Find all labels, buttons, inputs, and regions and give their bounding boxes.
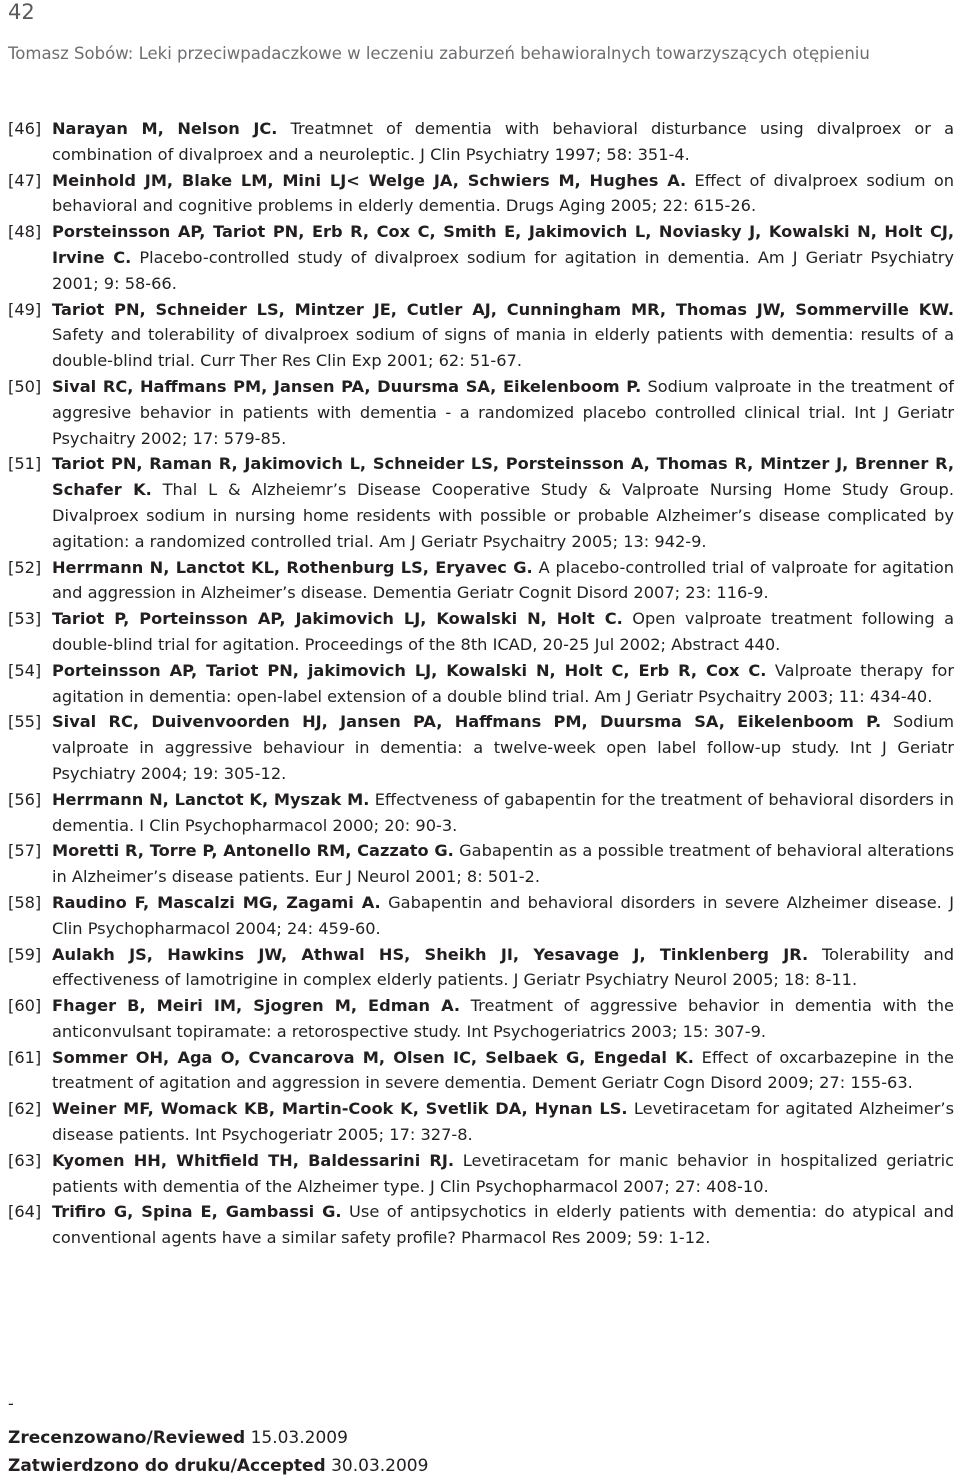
reference-item — [8, 555, 954, 607]
reference-number: [57] — [8, 841, 42, 861]
running-head: Tomasz Sobów: Leki przeciwpadaczkowe w leczeniu zaburzeń behawioralnych towarzyszących otępieniu — [8, 44, 870, 63]
reference-text: Sodium valproate in the treatment of aggresive behavior in patients with dementia - a randomized placebo controlled clinical trial. Int J Geriatr Psychaitry 2002; 17: 579-85. — [52, 376, 955, 448]
reference-item — [8, 1096, 954, 1148]
reference-number: [46] — [8, 119, 42, 138]
reference-item — [8, 451, 954, 554]
reference-item — [8, 219, 954, 296]
reference-authors: Kyomen HH, Whitfield TH, Baldessarini RJ. — [52, 1150, 455, 1170]
reference-text: Levetiracetam for manic behavior in hospitalized geriatric patients with dementia of the Alzheimer type. J Clin Psychopharmacol 2007; 27: 408-10. — [52, 1150, 954, 1196]
accepted-label: Zatwierdzono do druku/Accepted — [8, 1456, 326, 1476]
reference-item — [8, 374, 954, 451]
reference-authors: Tariot PN, Raman R, Jakimovich L, Schneider LS, Porsteinsson A, Thomas R, Mintzer J, Brenner R, Schafer K. — [52, 454, 954, 500]
reviewed-label: Zrecenzowano/Reviewed — [8, 1428, 246, 1448]
footer — [8, 1424, 428, 1480]
reference-text: Open valproate treatment following a double-blind trial for agitation. Proceedings of the 8th ICAD, 20-25 Jul 2002; Abstract 440. — [52, 609, 954, 654]
reference-text: Tolerability and effectiveness of lamotrigine in complex elderly patients. J Geriatr Psychiatry Neurol 2005; 18: 8-11. — [52, 944, 955, 990]
reference-text: A placebo-controlled trial of valproate for agitation and aggression in Alzheimer’s disease. Dementia Geriatr Cognit Disord 2007; 23: 116-9. — [52, 557, 954, 603]
reference-item — [8, 838, 954, 890]
reference-authors: Tariot P, Porteinsson AP, Jakimovich LJ, Kowalski N, Holt C. — [52, 609, 623, 629]
reference-authors: Weiner MF, Womack KB, Martin-Cook K, Svetlik DA, Hynan LS. — [52, 1099, 628, 1119]
reference-text: Levetiracetam for agitated Alzheimer’s disease patients. Int Psychogeriatr 2005; 17: 327-8. — [52, 1099, 954, 1145]
reference-item — [8, 116, 954, 168]
reference-number: [53] — [8, 609, 42, 629]
reference-text: Valproate therapy for agitation in dementia: open-label extension of a double blind trial. Am J Geriatr Psychaitry 2003; 11: 434-40. — [52, 660, 954, 706]
reference-authors: Tariot PN, Schneider LS, Mintzer JE, Cutler AJ, Cunningham MR, Thomas JW, Sommerville KW. — [52, 299, 954, 319]
reference-text: Thal L & Alzheiemr’s Disease Cooperative Study & Valproate Nursing Home Study Group. Divalproex sodium in nursing home residents with possible or probable Alzheimer’s disease complicated by agitation: a randomized controlled trial. Am J Geriatr Psychaitry 2005; 13: 942-9. — [52, 480, 954, 551]
reference-number: [52] — [8, 557, 42, 577]
reference-text: Safety and tolerability of divalproex sodium of signs of mania in elderly patients with dementia: results of a double-blind trial. Curr Ther Res Clin Exp 2001; 62: 51-67. — [52, 325, 954, 371]
reference-number: [47] — [8, 170, 42, 190]
reference-item — [8, 942, 954, 994]
reference-item — [8, 168, 954, 220]
reference-number: [60] — [8, 996, 42, 1016]
page-number: 42 — [8, 0, 35, 24]
accepted-line — [8, 1452, 428, 1480]
reference-item — [8, 606, 954, 658]
reference-number: [58] — [8, 892, 42, 912]
reference-authors: Herrmann N, Lanctot K, Myszak M. — [52, 789, 370, 809]
reference-text: Gabapentin as a possible treatment of behavioral alterations in Alzheimer’s disease patients. Eur J Neurol 2001; 8: 501-2. — [52, 841, 955, 887]
reference-item — [8, 658, 954, 710]
reference-authors: Narayan M, Nelson JC. — [52, 119, 278, 138]
reference-text: Gabapentin and behavioral disorders in severe Alzheimer disease. J Clin Psychopharmacol 2004; 24: 459-60. — [52, 892, 954, 938]
reference-item — [8, 709, 954, 786]
reference-text: Effect of divalproex sodium on behavioral and cognitive problems in elderly dementia. Drugs Aging 2005; 22: 615-26. — [52, 170, 954, 216]
reference-text: Effectveness of gabapentin for the treatment of behavioral disorders in dementia. I Clin Psychopharmacol 2000; 20: 90-3. — [52, 789, 954, 835]
reference-item — [8, 1148, 954, 1200]
reference-number: [51] — [8, 454, 42, 474]
reference-item — [8, 1045, 954, 1097]
reference-number: [63] — [8, 1150, 42, 1170]
reference-text: Effect of oxcarbazepine in the treatment of agitation and aggression in severe dementia. Dement Geriatr Cogn Disord 2009; 27: 155-63. — [52, 1047, 954, 1093]
reference-number: [55] — [8, 712, 42, 732]
reference-item — [8, 1199, 954, 1251]
reference-authors: Porsteinsson AP, Tariot PN, Erb R, Cox C, Smith E, Jakimovich L, Noviasky J, Kowalski N, Holt CJ, Irvine C. — [52, 222, 954, 267]
reference-text: Placebo-controlled study of divalproex sodium for agitation in dementia. Am J Geriatr Psychiatry 2001; 9: 58-66. — [52, 247, 954, 293]
reference-item — [8, 993, 954, 1045]
reference-item — [8, 297, 954, 374]
reference-authors: Porteinsson AP, Tariot PN, jakimovich LJ, Kowalski N, Holt C, Erb R, Cox C. — [52, 660, 767, 680]
reference-number: [48] — [8, 222, 42, 242]
reference-authors: Sommer OH, Aga O, Cvancarova M, Olsen IC, Selbaek G, Engedal K. — [52, 1047, 694, 1067]
reference-authors: Sival RC, Duivenvoorden HJ, Jansen PA, Haffmans PM, Duursma SA, Eikelenboom P. — [52, 712, 882, 732]
reference-authors: Sival RC, Haffmans PM, Jansen PA, Duursma SA, Eikelenboom P. — [52, 376, 642, 396]
reference-authors: Trifiro G, Spina E, Gambassi G. — [52, 1202, 342, 1222]
reference-number: [59] — [8, 944, 42, 964]
reference-number: [61] — [8, 1047, 42, 1067]
reference-number: [62] — [8, 1099, 42, 1119]
reference-list — [8, 116, 954, 1251]
reviewed-line — [8, 1424, 428, 1452]
accepted-date: 30.03.2009 — [331, 1456, 429, 1476]
reference-number: [49] — [8, 299, 42, 319]
footer-dash: - — [8, 1394, 14, 1413]
reference-text: Treatment of aggressive behavior in dementia with the anticonvulsant topiramate: a retorospective study. Int Psychogeriatrics 2003; 15: 307-9. — [52, 996, 954, 1041]
reference-item — [8, 890, 954, 942]
reference-text: Sodium valproate in aggressive behaviour in dementia: a twelve-week open label follow-up study. Int J Geriatr Psychiatry 2004; 19: 305-12. — [52, 712, 954, 783]
reference-authors: Raudino F, Mascalzi MG, Zagami A. — [52, 892, 381, 912]
reference-authors: Fhager B, Meiri IM, Sjogren M, Edman A. — [52, 996, 461, 1016]
reference-number: [54] — [8, 660, 42, 680]
reference-authors: Herrmann N, Lanctot KL, Rothenburg LS, Eryavec G. — [52, 557, 533, 577]
reference-authors: Meinhold JM, Blake LM, Mini LJ< Welge JA, Schwiers M, Hughes A. — [52, 170, 687, 190]
reference-text: Treatmnet of dementia with behavioral disturbance using divalproex or a combination of divalproex and a neuroleptic. J Clin Psychiatry 1997; 58: 351-4. — [52, 119, 954, 164]
reference-authors: Moretti R, Torre P, Antonello RM, Cazzato G. — [52, 841, 454, 861]
reference-number: [64] — [8, 1202, 42, 1222]
reference-item — [8, 787, 954, 839]
reference-number: [50] — [8, 376, 42, 396]
reference-number: [56] — [8, 789, 42, 809]
reviewed-date: 15.03.2009 — [250, 1428, 348, 1448]
reference-authors: Aulakh JS, Hawkins JW, Athwal HS, Sheikh JI, Yesavage J, Tinklenberg JR. — [52, 944, 809, 964]
reference-text: Use of antipsychotics in elderly patients with dementia: do atypical and conventional agents have a similar safety profile? Pharmacol Res 2009; 59: 1-12. — [52, 1202, 954, 1248]
